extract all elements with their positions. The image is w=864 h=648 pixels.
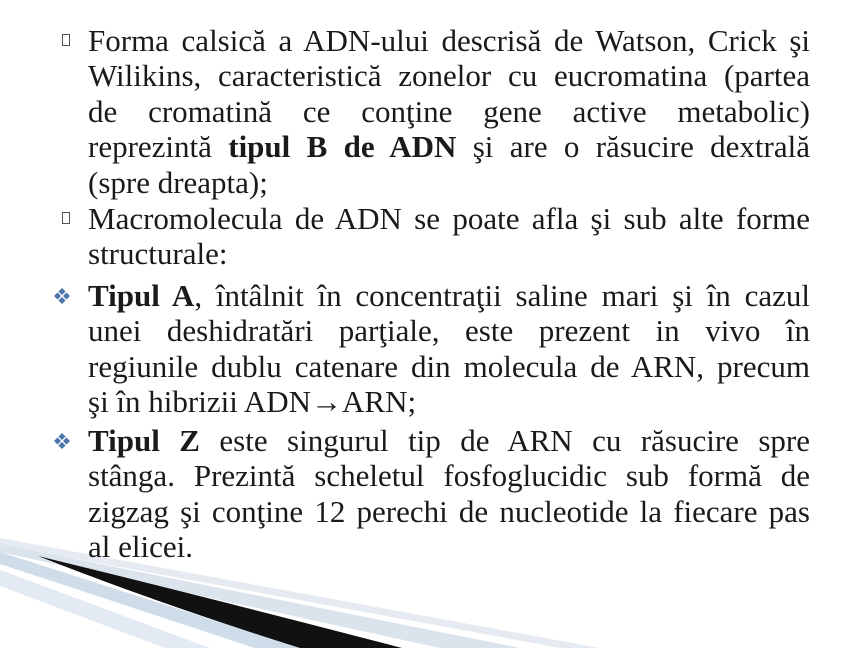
text-segment: reprezintă [88,129,229,165]
text-line [88,458,810,493]
text-line [88,349,810,384]
four-diamond-icon [54,288,70,304]
text-line [88,201,810,236]
bullet-text [88,278,810,420]
text-segment: unei deshidratări parţiale, este prezent in vivo în [88,313,810,349]
missing-glyph-icon [62,34,70,46]
text-line [88,494,810,529]
text-segment: (spre dreapta); [88,164,268,200]
bullet-text [88,23,810,200]
text-line [88,236,810,271]
missing-glyph-icon [62,212,70,224]
text-segment: stânga. Prezintă scheletul fosfoglucidic sub formă de [88,458,810,494]
four-diamond-icon [54,433,70,449]
text-line [88,23,810,58]
text-line [88,58,810,93]
text-line [88,129,810,164]
bold-text: tipul B de ADN [228,129,457,165]
bold-text: Tipul A [88,278,195,313]
text-line [88,94,810,129]
text-segment: regiunile dublu catenare din molecula de ARN, precum [88,348,810,384]
text-line [88,529,810,564]
text-line [88,313,810,348]
text-segment: al elicei. [88,529,193,565]
bullet-text [88,201,810,272]
text-segment: structurale: [88,236,228,272]
text-line [88,165,810,200]
text-segment: , întâlnit în concentraţii saline mari şi în cazul [194,278,810,313]
text-segment: Wilikins, caracteristică zonelor cu eucromatina (partea [88,58,810,94]
text-line [88,423,810,458]
text-segment: este singurul tip de ARN cu răsucire spre [199,423,810,458]
bold-text: Tipul Z [88,423,200,458]
text-line [88,384,810,419]
text-segment: de cromatină ce conţine gene active metabolic) [88,93,810,129]
text-segment: zigzag şi conţine 12 perechi de nucleotide la fiecare pas [88,493,810,529]
text-segment: Forma calsică a ADN-ului descrisă de Watson, Crick şi [88,23,810,58]
bullet-text [88,423,810,565]
text-segment: Macromolecula de ADN se poate afla şi sub alte forme [88,201,810,236]
text-segment: şi în hibrizii ADN→ARN; [88,384,417,420]
text-segment: şi are o răsucire dextrală [456,129,810,165]
text-line [88,278,810,313]
